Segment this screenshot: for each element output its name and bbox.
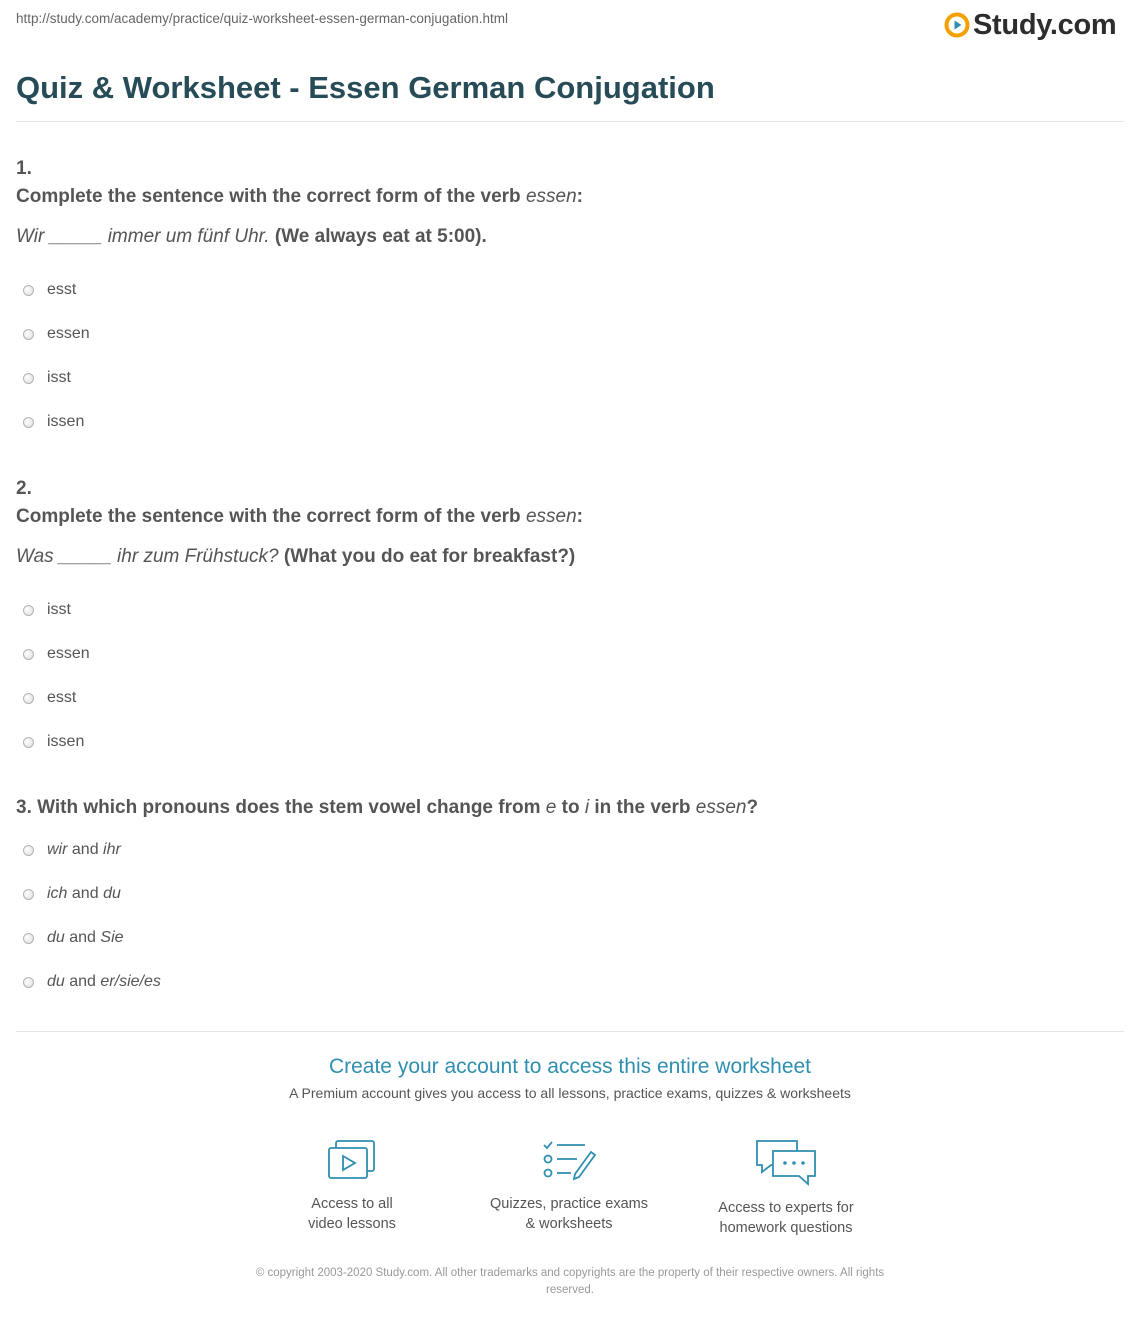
question-number: 1.	[16, 158, 32, 179]
answer-option[interactable]: du and er/sie/es	[23, 971, 161, 993]
question-prompt: 3. With which pronouns does the stem vowel change from e to i in the verb essen?	[16, 797, 759, 818]
feature-quizzes	[459, 1138, 679, 1234]
premium-description: A Premium account gives you access to all lessons, practice exams, quizzes & worksheets	[289, 1085, 851, 1101]
question-sentence: Wir _____ immer um fünf Uhr. (We always eat at 5:00).	[16, 226, 487, 247]
page-title: Quiz & Worksheet - Essen German Conjugation	[16, 70, 715, 105]
page-url: http://study.com/academy/practice/quiz-worksheet-essen-german-conjugation.html	[16, 11, 508, 26]
question-number: 2.	[16, 478, 32, 499]
feature-label: Access to all video lessons	[308, 1196, 396, 1232]
feature-experts	[676, 1138, 896, 1238]
answer-option[interactable]: essen	[23, 643, 90, 665]
radio-button[interactable]	[23, 605, 34, 616]
logo-text: Study.com	[973, 8, 1117, 41]
question-prompt: Complete the sentence with the correct form of the verb essen:	[16, 506, 583, 527]
radio-button[interactable]	[23, 845, 34, 856]
answer-option[interactable]: isst	[23, 599, 71, 621]
answer-option[interactable]: ich and du	[23, 883, 121, 905]
study-logo[interactable]	[944, 8, 1116, 42]
question-sentence: Was _____ ihr zum Frühstuck? (What you do eat for breakfast?)	[16, 546, 576, 567]
title-divider	[16, 121, 1124, 122]
feature-label: Access to experts for homework questions	[718, 1200, 854, 1236]
copyright-footer: © copyright 2003-2020 Study.com. All other trademarks and copyrights are the property of their respective owners. All rights reserved.	[255, 1267, 885, 1296]
video-lessons-icon	[326, 1138, 378, 1184]
chat-bubbles-icon	[753, 1138, 819, 1188]
radio-button[interactable]	[23, 329, 34, 340]
play-logo-icon	[944, 12, 970, 38]
answer-option[interactable]: essen	[23, 323, 90, 345]
answer-option[interactable]: isst	[23, 367, 71, 389]
feature-label: Quizzes, practice exams & worksheets	[490, 1196, 648, 1232]
radio-button[interactable]	[23, 649, 34, 660]
quiz-checklist-icon	[541, 1138, 597, 1184]
radio-button[interactable]	[23, 737, 34, 748]
radio-button[interactable]	[23, 933, 34, 944]
radio-button[interactable]	[23, 373, 34, 384]
answer-option[interactable]: issen	[23, 411, 84, 433]
content-divider	[16, 1031, 1124, 1032]
radio-button[interactable]	[23, 889, 34, 900]
answer-option[interactable]: du and Sie	[23, 927, 124, 949]
radio-button[interactable]	[23, 693, 34, 704]
radio-button[interactable]	[23, 417, 34, 428]
feature-video-lessons	[242, 1138, 462, 1234]
create-account-link[interactable]: Create your account to access this entire worksheet	[328, 1055, 812, 1078]
answer-option[interactable]: issen	[23, 731, 84, 753]
answer-option[interactable]: wir and ihr	[23, 839, 121, 861]
answer-option[interactable]: esst	[23, 279, 76, 301]
radio-button[interactable]	[23, 977, 34, 988]
question-prompt: Complete the sentence with the correct form of the verb essen:	[16, 186, 583, 207]
radio-button[interactable]	[23, 285, 34, 296]
answer-option[interactable]: esst	[23, 687, 76, 709]
